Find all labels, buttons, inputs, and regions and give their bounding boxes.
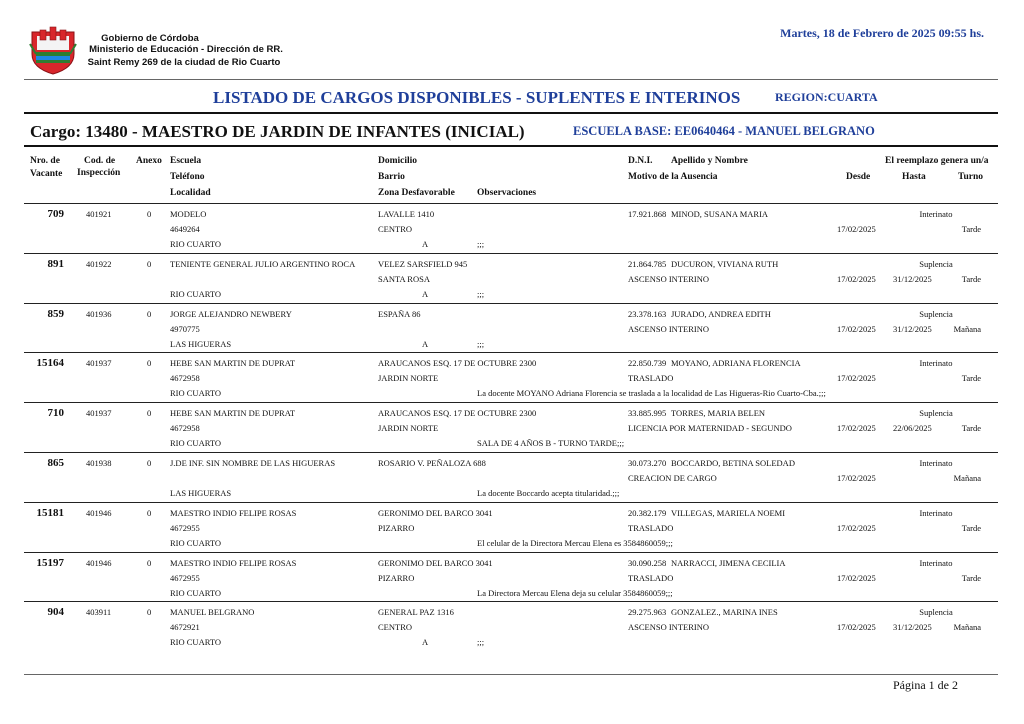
observaciones: ;;; bbox=[477, 239, 485, 249]
tipo-reemplazo: Interinato bbox=[919, 358, 953, 369]
col-anexo: Anexo bbox=[136, 156, 162, 166]
apellido-nombre: MOYANO, ADRIANA FLORENCIA bbox=[671, 358, 801, 369]
escuela-name: J.DE INF. SIN NOMBRE DE LAS HIGUERAS bbox=[170, 458, 336, 468]
cargo-title: Cargo: 13480 - MAESTRO DE JARDIN DE INFANTES (INICIAL) bbox=[30, 122, 525, 141]
turno: Tarde bbox=[961, 224, 981, 234]
dni: 20.382.179 bbox=[628, 507, 667, 518]
vacante-number: 865 bbox=[47, 457, 64, 469]
col-escuela: Escuela bbox=[170, 156, 202, 166]
dni: 30.090.258 bbox=[628, 557, 667, 568]
fecha-desde: 17/02/2025 bbox=[837, 572, 876, 583]
escuela-name: TENIENTE GENERAL JULIO ARGENTINO ROCA bbox=[170, 258, 356, 269]
cargo-divider bbox=[24, 145, 998, 147]
localidad: RIO CUARTO bbox=[170, 587, 222, 598]
fecha-desde: 17/02/2025 bbox=[837, 423, 876, 434]
escuela-name: MANUEL BELGRANO bbox=[170, 607, 255, 618]
col-apellido: Apellido y Nombre bbox=[671, 156, 748, 166]
cod-inspeccion: 401946 bbox=[86, 507, 112, 518]
row-divider bbox=[24, 352, 998, 353]
apellido-nombre: JURADO, ANDREA EDITH bbox=[671, 308, 771, 319]
motivo-ausencia: ASCENSO INTERINO bbox=[628, 323, 709, 334]
col-domicilio: Domicilio bbox=[378, 156, 418, 166]
telefono: 4672958 bbox=[170, 373, 200, 384]
turno: Mañana bbox=[953, 473, 981, 483]
turno: Tarde bbox=[961, 373, 981, 384]
vacante-number: 904 bbox=[47, 606, 64, 619]
tipo-reemplazo: Suplencia bbox=[919, 258, 953, 269]
org-ministry: Ministerio de Educación - Dirección de RR. bbox=[89, 44, 283, 55]
vacante-number: 891 bbox=[47, 257, 64, 270]
tipo-reemplazo: Interinato bbox=[919, 209, 953, 219]
escuela-name: MAESTRO INDIO FELIPE ROSAS bbox=[170, 507, 297, 518]
domicilio: LAVALLE 1410 bbox=[378, 209, 435, 219]
cod-inspeccion: 401937 bbox=[86, 408, 112, 419]
escuela-base: ESCUELA BASE: EE0640464 - MANUEL BELGRANO bbox=[573, 124, 875, 138]
cod-inspeccion: 401921 bbox=[86, 209, 112, 219]
apellido-nombre: VILLEGAS, MARIELA NOEMI bbox=[671, 507, 786, 518]
anexo: 0 bbox=[147, 308, 152, 319]
dni: 22.850.739 bbox=[628, 358, 667, 369]
telefono: 4672955 bbox=[170, 572, 200, 583]
escuela-name: MAESTRO INDIO FELIPE ROSAS bbox=[170, 557, 297, 568]
apellido-nombre: GONZALEZ., MARINA INES bbox=[671, 607, 778, 618]
anexo: 0 bbox=[147, 358, 152, 369]
cod-inspeccion: 401946 bbox=[86, 557, 112, 568]
headers-divider bbox=[24, 203, 998, 204]
anexo: 0 bbox=[147, 557, 152, 568]
turno: Mañana bbox=[953, 323, 981, 334]
turno: Tarde bbox=[961, 522, 981, 533]
domicilio: ARAUCANOS ESQ. 17 DE OCTUBRE 2300 bbox=[378, 408, 537, 419]
localidad: RIO CUARTO bbox=[170, 288, 222, 299]
escuela-name: MODELO bbox=[170, 209, 207, 219]
anexo: 0 bbox=[147, 408, 152, 419]
motivo-ausencia: LICENCIA POR MATERNIDAD - SEGUNDO bbox=[628, 423, 792, 434]
localidad: RIO CUARTO bbox=[170, 537, 222, 548]
region-label: REGION:CUARTA bbox=[775, 90, 878, 104]
vacante-number: 15181 bbox=[36, 506, 64, 519]
telefono: 4672921 bbox=[170, 622, 200, 633]
org-name: Gobierno de Córdoba bbox=[101, 33, 199, 44]
cod-inspeccion: 401937 bbox=[86, 358, 112, 369]
row-divider bbox=[24, 452, 998, 453]
report-datetime: Martes, 18 de Febrero de 2025 09:55 hs. bbox=[780, 26, 984, 40]
barrio: SANTA ROSA bbox=[378, 273, 430, 284]
fecha-hasta: 22/06/2025 bbox=[893, 423, 932, 434]
col-vacante: Vacante bbox=[30, 169, 63, 179]
col-desde: Desde bbox=[846, 172, 871, 182]
dni: 17.921.868 bbox=[628, 209, 667, 219]
telefono: 4970775 bbox=[170, 323, 200, 334]
turno: Mañana bbox=[953, 622, 981, 633]
col-localidad: Localidad bbox=[170, 188, 211, 198]
turno: Tarde bbox=[961, 423, 981, 434]
anexo: 0 bbox=[147, 258, 152, 269]
escuela-name: HEBE SAN MARTIN DE DUPRAT bbox=[170, 358, 296, 369]
zona-desfavorable: A bbox=[422, 338, 429, 349]
cod-inspeccion: 401936 bbox=[86, 308, 112, 319]
fecha-hasta: 31/12/2025 bbox=[893, 323, 932, 334]
observaciones: El celular de la Directora Mercau Elena es 3584860059;;; bbox=[477, 537, 673, 548]
anexo: 0 bbox=[147, 209, 152, 219]
zona-desfavorable: A bbox=[422, 288, 429, 299]
barrio: PIZARRO bbox=[378, 572, 415, 583]
observaciones: ;;; bbox=[477, 637, 485, 648]
dni: 23.378.163 bbox=[628, 308, 667, 319]
report-title: LISTADO DE CARGOS DISPONIBLES - SUPLENTES E INTERINOS bbox=[213, 88, 741, 107]
dni: 29.275.963 bbox=[628, 607, 667, 618]
observaciones: SALA DE 4 AÑOS B - TURNO TARDE;;; bbox=[477, 438, 625, 449]
fecha-desde: 17/02/2025 bbox=[837, 323, 876, 334]
tipo-reemplazo: Interinato bbox=[919, 507, 953, 518]
barrio: CENTRO bbox=[378, 224, 412, 234]
domicilio: ARAUCANOS ESQ. 17 DE OCTUBRE 2300 bbox=[378, 358, 537, 369]
localidad: RIO CUARTO bbox=[170, 388, 222, 399]
row-divider bbox=[24, 303, 998, 304]
tipo-reemplazo: Suplencia bbox=[919, 607, 953, 618]
zona-desfavorable: A bbox=[422, 637, 429, 648]
col-telefono: Teléfono bbox=[170, 172, 205, 182]
zona-desfavorable: A bbox=[422, 239, 429, 249]
tipo-reemplazo: Interinato bbox=[919, 557, 953, 568]
observaciones: ;;; bbox=[477, 288, 485, 299]
escuela-name: HEBE SAN MARTIN DE DUPRAT bbox=[170, 408, 296, 419]
telefono: 4672955 bbox=[170, 522, 200, 533]
col-observaciones: Observaciones bbox=[477, 188, 537, 198]
anexo: 0 bbox=[147, 458, 152, 468]
fecha-desde: 17/02/2025 bbox=[837, 273, 876, 284]
col-hasta: Hasta bbox=[902, 172, 926, 182]
row-divider bbox=[24, 601, 998, 602]
row-divider bbox=[24, 552, 998, 553]
motivo-ausencia: ASCENSO INTERINO bbox=[628, 622, 709, 633]
observaciones: La Directora Mercau Elena deja su celular 3584860059;;; bbox=[477, 587, 673, 598]
motivo-ausencia: TRASLADO bbox=[628, 572, 674, 583]
localidad: LAS HIGUERAS bbox=[170, 338, 232, 349]
row-divider bbox=[24, 253, 998, 254]
motivo-ausencia: TRASLADO bbox=[628, 522, 674, 533]
escuela-name: JORGE ALEJANDRO NEWBERY bbox=[170, 308, 292, 319]
org-address: Saint Remy 269 de la ciudad de Rio Cuarto bbox=[87, 57, 281, 68]
localidad: RIO CUARTO bbox=[170, 438, 222, 449]
fecha-desde: 17/02/2025 bbox=[837, 622, 876, 633]
domicilio: GENERAL PAZ 1316 bbox=[378, 607, 454, 618]
localidad: RIO CUARTO bbox=[170, 239, 222, 249]
localidad: LAS HIGUERAS bbox=[170, 488, 232, 498]
domicilio: ROSARIO V. PEÑALOZA 688 bbox=[378, 458, 486, 468]
barrio: CENTRO bbox=[378, 622, 412, 633]
col-barrio: Barrio bbox=[378, 172, 405, 182]
motivo-ausencia: ASCENSO INTERINO bbox=[628, 273, 709, 284]
page-number: Página 1 de 2 bbox=[893, 678, 958, 692]
motivo-ausencia: TRASLADO bbox=[628, 373, 674, 384]
tipo-reemplazo: Suplencia bbox=[919, 408, 953, 419]
observaciones: ;;; bbox=[477, 338, 485, 349]
fecha-hasta: 31/12/2025 bbox=[893, 273, 932, 284]
barrio: PIZARRO bbox=[378, 522, 415, 533]
fecha-desde: 17/02/2025 bbox=[837, 473, 876, 483]
col-turno: Turno bbox=[958, 172, 983, 182]
title-divider bbox=[24, 112, 998, 114]
telefono: 4649264 bbox=[170, 224, 200, 234]
apellido-nombre: BOCCARDO, BETINA SOLEDAD bbox=[671, 458, 795, 468]
vacante-number: 15164 bbox=[36, 357, 64, 370]
domicilio: GERONIMO DEL BARCO 3041 bbox=[378, 507, 493, 518]
col-inspeccion: Inspección bbox=[77, 168, 121, 178]
barrio: JARDIN NORTE bbox=[378, 423, 439, 434]
fecha-desde: 17/02/2025 bbox=[837, 224, 876, 234]
fecha-hasta: 31/12/2025 bbox=[893, 622, 932, 633]
apellido-nombre: DUCURON, VIVIANA RUTH bbox=[671, 258, 779, 269]
tipo-reemplazo: Interinato bbox=[919, 458, 953, 468]
anexo: 0 bbox=[147, 607, 152, 618]
col-reemplazo: El reemplazo genera un/a bbox=[885, 156, 989, 166]
turno: Tarde bbox=[961, 273, 981, 284]
col-motivo: Motivo de la Ausencia bbox=[628, 172, 718, 182]
vacante-number: 709 bbox=[47, 208, 64, 220]
turno: Tarde bbox=[961, 572, 981, 583]
fecha-desde: 17/02/2025 bbox=[837, 522, 876, 533]
domicilio: ESPAÑA 86 bbox=[378, 308, 421, 319]
observaciones: La docente MOYANO Adriana Florencia se traslada a la localidad de Las Higueras-Rio Cuarto-Cba.;;; bbox=[477, 388, 826, 399]
domicilio: GERONIMO DEL BARCO 3041 bbox=[378, 557, 493, 568]
vacante-number: 859 bbox=[47, 307, 64, 320]
cod-inspeccion: 401938 bbox=[86, 458, 112, 468]
apellido-nombre: TORRES, MARIA BELEN bbox=[671, 408, 766, 419]
vacante-number: 710 bbox=[47, 407, 64, 420]
observaciones: La docente Boccardo acepta titularidad.;;; bbox=[477, 488, 620, 498]
fecha-desde: 17/02/2025 bbox=[837, 373, 876, 384]
vacante-number: 15197 bbox=[36, 556, 64, 569]
col-cod: Cod. de bbox=[84, 156, 116, 166]
footer-divider bbox=[24, 674, 998, 675]
dni: 33.885.995 bbox=[628, 408, 667, 419]
apellido-nombre: NARRACCI, JIMENA CECILIA bbox=[671, 557, 786, 568]
tipo-reemplazo: Suplencia bbox=[919, 308, 953, 319]
col-nro: Nro. de bbox=[30, 156, 60, 166]
cod-inspeccion: 403911 bbox=[86, 607, 112, 618]
dni: 30.073.270 bbox=[628, 458, 667, 468]
header-divider bbox=[24, 79, 998, 80]
domicilio: VELEZ SARSFIELD 945 bbox=[378, 258, 468, 269]
motivo-ausencia: CREACION DE CARGO bbox=[628, 473, 717, 483]
col-zona: Zona Desfavorable bbox=[378, 188, 455, 198]
dni: 21.864.785 bbox=[628, 258, 667, 269]
row-divider bbox=[24, 402, 998, 403]
cod-inspeccion: 401922 bbox=[86, 258, 112, 269]
apellido-nombre: MINOD, SUSANA MARIA bbox=[671, 209, 769, 219]
telefono: 4672958 bbox=[170, 423, 200, 434]
col-dni: D.N.I. bbox=[628, 156, 653, 166]
localidad: RIO CUARTO bbox=[170, 637, 222, 648]
anexo: 0 bbox=[147, 507, 152, 518]
row-divider bbox=[24, 502, 998, 503]
barrio: JARDIN NORTE bbox=[378, 373, 439, 384]
